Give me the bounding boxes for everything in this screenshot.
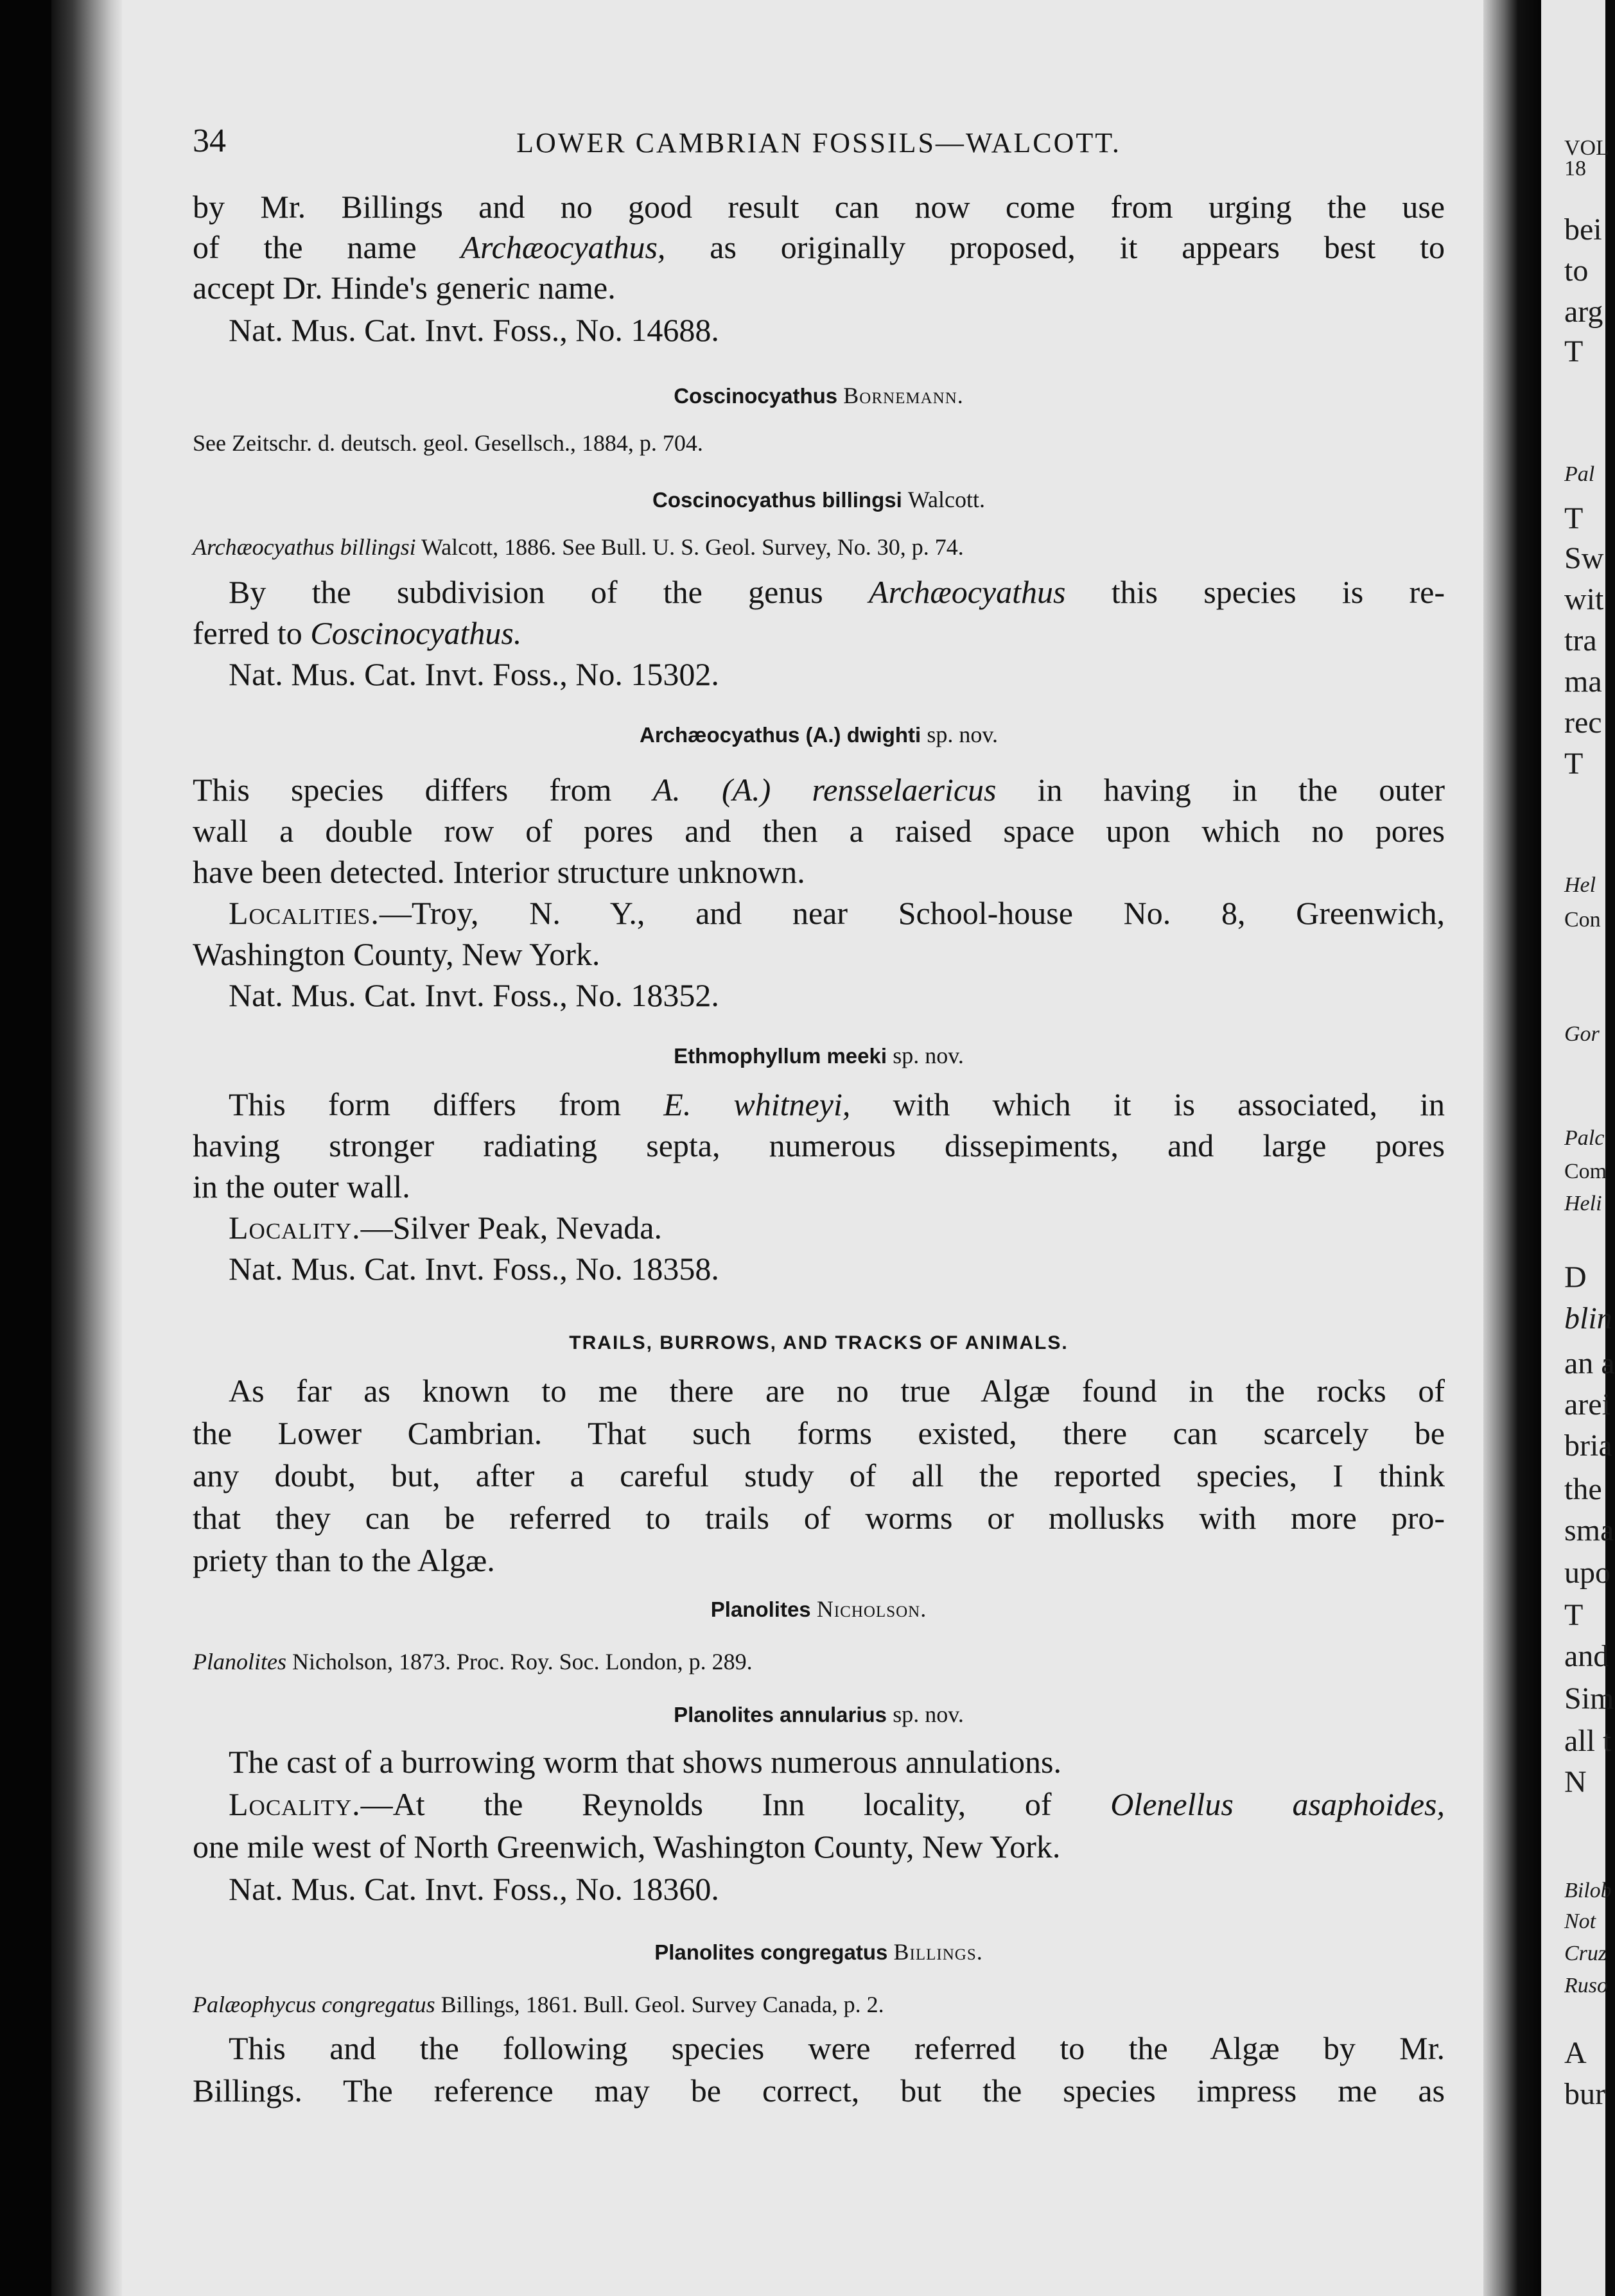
- text-line: by Mr. Billings and no good result can now come from urging the use: [193, 189, 1445, 225]
- fragment: bria: [1564, 1429, 1612, 1463]
- species-heading: Coscinocyathus billingsi Walcott.: [652, 487, 985, 512]
- fragment: T: [1564, 747, 1584, 781]
- text-line: This species differs from A. (A.) rensselaericus in having in the outer: [193, 772, 1445, 808]
- fragment: ma: [1564, 665, 1602, 699]
- fragment: Gor: [1564, 1022, 1600, 1046]
- text-line: This form differs from E. whitneyi, with which it is associated, in: [229, 1086, 1445, 1122]
- text-line: have been detected. Interior structure unknown.: [193, 854, 805, 890]
- adjacent-page-fragment: [1541, 0, 1615, 2296]
- fragment: Heli: [1564, 1192, 1602, 1215]
- text-line: having stronger radiating septa, numerous dissepiments, and large pores: [193, 1127, 1445, 1163]
- catalog-number: Nat. Mus. Cat. Invt. Foss., No. 18352.: [229, 977, 719, 1013]
- fragment: Ruso: [1564, 1974, 1608, 1997]
- fragment: T: [1564, 1598, 1584, 1632]
- fragment: rec: [1564, 706, 1602, 740]
- text-line: one mile west of North Greenwich, Washington County, New York.: [193, 1829, 1061, 1865]
- catalog-number: Nat. Mus. Cat. Invt. Foss., No. 18360.: [229, 1871, 719, 1907]
- fragment: upo: [1564, 1556, 1611, 1590]
- text-line: in the outer wall.: [193, 1169, 410, 1205]
- fragment: T: [1564, 335, 1584, 369]
- text-line: the Lower Cambrian. That such forms existed, there can scarcely be: [193, 1415, 1445, 1451]
- text-line: any doubt, but, after a careful study of all the reported species, I think: [193, 1457, 1445, 1493]
- fragment: Pal: [1564, 462, 1595, 486]
- catalog-number: Nat. Mus. Cat. Invt. Foss., No. 15302.: [229, 656, 719, 692]
- fragment: N: [1564, 1765, 1587, 1799]
- species-heading: Planolites annularius sp. nov.: [674, 1701, 964, 1727]
- fragment: T: [1564, 501, 1584, 535]
- fragment: Cruz: [1564, 1942, 1607, 1965]
- species-heading: Planolites congregatus Billings.: [654, 1939, 983, 1965]
- text-line: By the subdivision of the genus Archæocyathus this species is re-: [229, 574, 1445, 610]
- catalog-number: Nat. Mus. Cat. Invt. Foss., No. 14688.: [229, 312, 719, 348]
- text-line: As far as known to me there are no true Algæ found in the rocks of: [229, 1373, 1445, 1409]
- fragment: to: [1564, 254, 1589, 288]
- text-line: accept Dr. Hinde's generic name.: [193, 270, 616, 306]
- running-head: LOWER CAMBRIAN FOSSILS—WALCOTT.: [516, 127, 1121, 159]
- text-line: Washington County, New York.: [193, 936, 600, 972]
- fragment: Palc: [1564, 1126, 1605, 1150]
- page-gutter: [1483, 0, 1541, 2296]
- genus-heading: Coscinocyathus Bornemann.: [674, 383, 964, 408]
- synonym-line: Planolites Nicholson, 1873. Proc. Roy. Soc. London, p. 289.: [193, 1649, 753, 1674]
- fragment: Bilob: [1564, 1879, 1612, 1902]
- fragment: an a: [1564, 1346, 1615, 1380]
- fragment: Sw: [1564, 541, 1604, 575]
- fragment: sma: [1564, 1513, 1614, 1547]
- fragment: the: [1564, 1472, 1602, 1506]
- text-line: The cast of a burrowing worm that shows numerous annulations.: [229, 1744, 1061, 1780]
- locality-line: Locality.—At the Reynolds Inn locality, of Olenellus asaphoides,: [229, 1786, 1445, 1822]
- fragment: Hel: [1564, 873, 1596, 897]
- locality-line: Localities.—Troy, N. Y., and near School-house No. 8, Greenwich,: [229, 895, 1445, 931]
- species-heading: Ethmophyllum meeki sp. nov.: [674, 1043, 964, 1068]
- fragment: tra: [1564, 623, 1597, 657]
- section-heading: TRAILS, BURROWS, AND TRACKS OF ANIMALS.: [569, 1332, 1069, 1353]
- fragment: Not: [1564, 1909, 1596, 1933]
- fragment: Sim: [1564, 1682, 1614, 1716]
- fragment: arg: [1564, 295, 1603, 329]
- text-line: This and the following species were referred to the Algæ by Mr.: [229, 2030, 1445, 2066]
- fragment: D: [1564, 1260, 1587, 1294]
- text-line: of the name Archæocyathus, as originally proposed, it appears best to: [193, 229, 1445, 265]
- synonym-line: Palæophycus congregatus Billings, 1861. Bull. Geol. Survey Canada, p. 2.: [193, 1992, 884, 2017]
- locality-line: Locality.—Silver Peak, Nevada.: [229, 1210, 662, 1246]
- fragment: Com: [1564, 1160, 1607, 1183]
- scanner-border: [0, 0, 51, 2296]
- text-line: that they can be referred to trails of worms or mollusks with more pro-: [193, 1500, 1445, 1536]
- text-line: Billings. The reference may be correct, but the species impress me as: [193, 2073, 1445, 2109]
- text-line: ferred to Coscinocyathus.: [193, 615, 522, 651]
- fragment: blin: [1564, 1301, 1612, 1335]
- fragment: all t: [1564, 1724, 1612, 1758]
- page-number: 34: [193, 123, 226, 159]
- genus-heading: Planolites Nicholson.: [710, 1596, 927, 1622]
- catalog-number: Nat. Mus. Cat. Invt. Foss., No. 18358.: [229, 1251, 719, 1287]
- fragment: and: [1564, 1639, 1609, 1673]
- synonym-line: Archæocyathus billingsi Walcott, 1886. See Bull. U. S. Geol. Survey, No. 30, p. 74.: [193, 534, 964, 560]
- fragment: wit: [1564, 582, 1604, 616]
- fragment: 18: [1564, 157, 1586, 180]
- fragment: A: [1564, 2036, 1587, 2070]
- fragment: arei: [1564, 1387, 1611, 1422]
- fragment: bei: [1564, 213, 1602, 247]
- fragment: VOL: [1564, 136, 1609, 160]
- species-heading: Archæocyathus (A.) dwighti sp. nov.: [639, 722, 999, 747]
- text-line: priety than to the Algæ.: [193, 1542, 495, 1578]
- reference-line: See Zeitschr. d. deutsch. geol. Gesellsch., 1884, p. 704.: [193, 430, 703, 456]
- fragment: bur: [1564, 2077, 1605, 2111]
- text-line: wall a double row of pores and then a raised space upon which no pores: [193, 813, 1445, 849]
- fragment: Con: [1564, 908, 1601, 932]
- binding-shadow: [51, 0, 122, 2296]
